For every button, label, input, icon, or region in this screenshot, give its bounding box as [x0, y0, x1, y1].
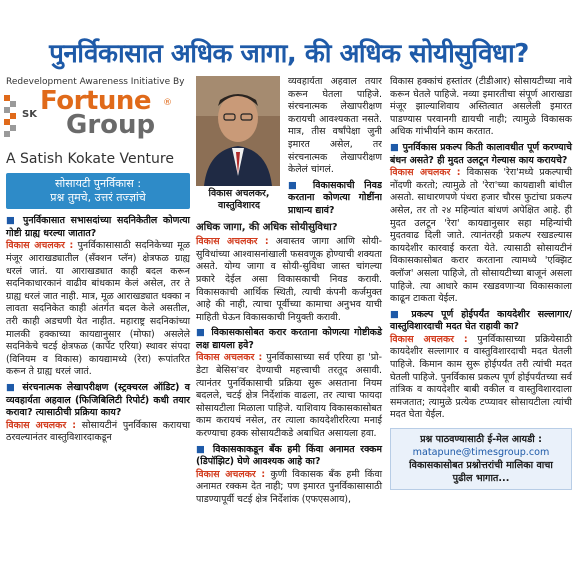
- bullet-icon: ■: [196, 443, 213, 455]
- series-ribbon: [6, 173, 190, 209]
- next-part-line-1: विकासकासोबत प्रश्नोत्तरांची मालिका वाचा: [409, 460, 553, 472]
- column-3: [390, 76, 572, 490]
- bullet-icon: ■: [6, 215, 24, 227]
- expert-label: विकास अचलकर :: [196, 236, 269, 248]
- answer-4-text: पुनर्विकासाच्या सर्व एरिया हा 'प्रो-डेटा बेसिस'वर देण्याची महत्त्वाची तरतूद असावी. त्यानंतर पुनर्विकासाची प्रक्रिया सुरू असताना नियम बदलले, चटई क्षेत्र निर्देशांक वाढला, तर त्याचा फायदा सोसायटीला मिळाला पाहिजे. याशिवाय विकासकासोबत काम करायचं नसेल, तर त्याला कायदेशीररित्या मनाई करण्याचा हक्क सोसायटीकडे अबाधित असायला हवा.: [196, 352, 382, 440]
- answer-6: [390, 167, 572, 306]
- sk-fortune-logo: [6, 85, 190, 147]
- ribbon-line-1: सोसायटी पुनर्विकास :: [54, 177, 142, 191]
- logo-sk: SK: [22, 108, 37, 120]
- question-5: [196, 444, 382, 469]
- expert-title: वास्तुविशारद: [218, 200, 260, 211]
- question-6: [390, 142, 572, 167]
- bullet-icon: ■: [390, 308, 412, 320]
- col2-paragraph-1: व्यवहार्यता अहवाल तयार करून घेतला पाहिजे. संरचनात्मक लेखापरीक्षण करायची आवश्यकता नसते. मात्र, तीस वर्षांपेक्षा जुनी इमारत असेल, तर संरचनात्मक लेखापरीक्षण केलेलं चांगलं.: [288, 76, 382, 176]
- initiative-tagline: Redevelopment Awareness Initiative By: [6, 77, 185, 87]
- question-5-text: विकासकाकडून बँक हमी किंवा अनामत रक्कम (डिपॉझिट) घेणे आवश्यक आहे का?: [196, 443, 382, 468]
- question-6-text: पुनर्विकास प्रकल्प किती कालावधीत पूर्ण करण्याचे बंधन असते? ही मुदत उलटून गेल्यास काय करायचे?: [390, 141, 573, 166]
- expert-caption: [196, 188, 282, 212]
- logo-registered: ®: [163, 97, 172, 108]
- bullet-icon: ■: [196, 327, 212, 339]
- answer-7-text: पुनर्विकासाच्या प्रक्रियेसाठी कायदेशीर सल्लागार व वास्तुविशारदाची मदत घेतली पाहिजे. किमान काम सुरू होईपर्यंत तरी त्यांची मदत घेतली पाहिजे. पुनर्विकास प्रकल्प पूर्ण होईपर्यंतच्या सर्व तांत्रिक व कायदेशीर बाबी वकील व वास्तुविशारदाला समजतात; त्यामुळे प्रत्येक टप्प्यावर सोसायटीला त्यांची मदत घेता येईल.: [390, 333, 573, 421]
- expert-label: विकास अचलकर :: [196, 352, 263, 364]
- question-3-text: विकासकाची निवड करताना कोणत्या गोष्टींना प्राधान्य द्यावं?: [288, 179, 382, 216]
- answer-2-text: सोसायटीनं पुनर्विकास करायचा ठरवल्यानंतर वास्तुविशारदाकडून: [6, 419, 191, 444]
- section-subhead: अधिक जागा, की अधिक सोयीसुविधा?: [196, 221, 338, 233]
- answer-7: [390, 334, 572, 422]
- answer-1-text: पुनर्विकासासाठी सदनिकेच्या मूळ मंजूर आराखड्यातील (सँक्शन प्लॅन) क्षेत्रफळ ग्राह्य धरलं जातं. या आराखड्यात काही बदल करून सदनिकाधारकानं वाढीव बांधकाम केलं असेल, तर ते ग्राह्य धरलं जात नाही. मात्र, मूळ आराखड्यात धक्का न लावता सदनिकेत काही अंतर्गत बदल केले असतील, तरी काही अडचणी येत नाहीत. महाराष्ट्र सदनिकांच्या मालकी हक्काच्या कायद्यानुसार (मोफा) असलेले सदनिकेचे चटई क्षेत्रफळ (कार्पेट एरिया) स्थावर संपदा (विनियम व विकास) कायद्यामध्ये (रेरा) रूपांतरित करून ते ग्राह्य धरलं जातं.: [6, 240, 191, 378]
- answer-5: [196, 469, 382, 507]
- email-address[interactable]: matapune@timesgroup.com: [412, 447, 550, 459]
- question-7-text: प्रकल्प पूर्ण होईपर्यंत कायदेशीर सल्लागार/ वास्तुविशारदाची मदत घेत राहावी का?: [390, 308, 573, 333]
- answer-4: [196, 352, 382, 440]
- answer-3: [196, 236, 382, 324]
- answer-6-text: विकासक 'रेरा'मध्ये प्रकल्पाची नोंदणी करतो; त्यामुळे तो 'रेरा'च्या कायद्याशी बांधील असतो. साधारणपणे पंधरा हजार चौरस फुटांचा प्रकल्प असेल, तर तो २४ महिन्यांत बांधणं अपेक्षित आहे. ही मुदत उलटून 'रेरा' कायद्यानुसार सहा महिन्यांची मुदतवाढ दिली जाते. त्यानंतरही प्रकल्प रखडल्यास कायदेशीर कारवाई करता येते. त्यासाठी सोसायटीनं विकासकासोबत करार करताना त्यामध्ये 'एक्झिट क्लॉज' असला पाहिजे, तो सोसायटीच्या बाजूनं असला पाहिजे. त्या आधारे काम रखडवणाऱ्या विकासकाला काढून टाकता येईल.: [390, 167, 573, 305]
- answer-2: [6, 420, 190, 445]
- venture-line: A Satish Kokate Venture: [6, 150, 174, 167]
- question-4-text: विकासकासोबत करार करताना कोणत्या गोष्टीकडे लक्ष द्यायला हवे?: [196, 327, 382, 351]
- answer-3-text: अवास्तव जागा आणि सोयी-सुविधांच्या आश्वासनांखाली फसवणूक होण्याची शक्यता असते. योग्य जागा व सोयी-सुविधा जास्त चांगल्या प्रकारे देईल असा विकासकाची निवड करावी. विकासकाची आर्थिक स्थिती, त्याची कंपनी कर्जमुक्त आहे की नाही, त्याचा पूर्वीच्या कामाचा अनुभव याची माहिती घेऊन विकासकाची नियुक्ती करावी.: [196, 236, 383, 323]
- expert-label: विकास अचलकर :: [390, 333, 468, 345]
- expert-label: विकास अचलकर :: [390, 167, 461, 179]
- answer-5-text: कुणी विकासक बँक हमी किंवा अनामत रक्कम देत नाही; पण इमारत पुनर्विकासासाठी पाडण्यापूर्वी चटई क्षेत्र निर्देशांक (एफएसआय),: [196, 468, 383, 505]
- question-2: [6, 382, 190, 420]
- column-1: [6, 76, 190, 445]
- answer-1: [6, 240, 190, 379]
- question-7: [390, 309, 572, 334]
- next-part-line-2: पुढील भागात...: [452, 473, 510, 485]
- expert-label: विकास अचलकर :: [196, 468, 266, 480]
- logo-brick-icon: [4, 95, 22, 141]
- question-1-text: पुनर्विकासात सभासदांच्या सदनिकेतील कोणत्या गोष्टी ग्राह्य धरल्या जातात?: [6, 215, 190, 239]
- ribbon-line-2: प्रश्न तुमचे, उत्तरं तज्ज्ञांचे: [50, 191, 146, 205]
- bullet-icon: ■: [288, 179, 313, 191]
- bullet-icon: ■: [390, 141, 403, 153]
- expert-name: विकास अचलकर,: [208, 188, 270, 199]
- col3-paragraph-1: विकास हक्कांचं हस्तांतर (टीडीआर) सोसायटीच्या नावे करून घेतले पाहिजे. नव्या इमारतीचा संपूर्ण आराखडा मंजूर झाल्याशिवाय अस्तित्वात असलेली इमारत पाडण्यास परवानगी द्यायची नाही; त्यामुळे विकासक अधिक गांभीर्याने काम करतात.: [390, 76, 572, 138]
- logo-fortune: Fortune: [40, 85, 151, 116]
- email-box: [390, 428, 572, 490]
- question-2-text: संरचनात्मक लेखापरीक्षण (स्ट्रक्चरल ऑडिट) व व्यवहार्यता अहवाल (फिजिबिलिटी रिपोर्ट) कधी तयार करावा? त्यासाठीची प्रक्रिया काय?: [6, 381, 191, 419]
- question-4: [196, 327, 382, 352]
- page-headline: पुनर्विकासात अधिक जागा, की अधिक सोयीसुविधा?: [49, 39, 529, 69]
- expert-label: विकास अचलकर :: [6, 240, 74, 252]
- column-2: [196, 76, 382, 507]
- logo-group: Group: [66, 109, 156, 140]
- expert-label: विकास अचलकर :: [6, 419, 76, 431]
- question-1: [6, 215, 190, 240]
- expert-photo: [196, 76, 280, 186]
- bullet-icon: ■: [6, 381, 23, 393]
- email-prompt: प्रश्न पाठवण्यासाठी ई-मेल आयडी :: [420, 434, 542, 446]
